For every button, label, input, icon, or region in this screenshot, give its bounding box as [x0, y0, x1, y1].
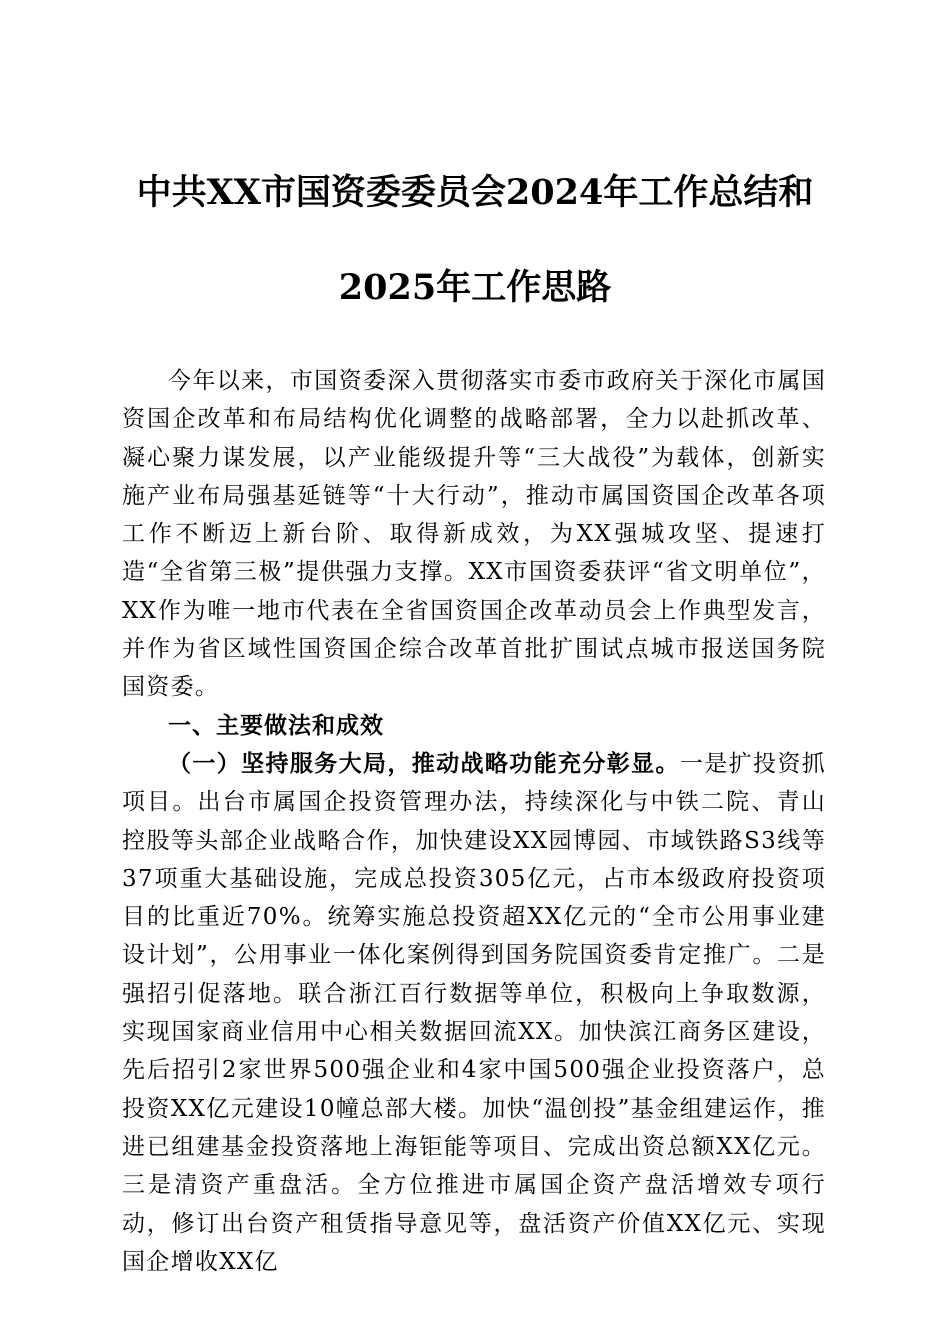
subsection-paragraph [122, 745, 826, 1281]
subsection-heading: （一）坚持服务大局，推动战略功能充分彰显。 [168, 749, 680, 777]
intro-paragraph: 今年以来，市国资委深入贯彻落实市委市政府关于深化市属国资国企改革和布局结构优化调整的战略部署，全力以赴抓改革、凝心聚力谋发展，以产业能级提升等“三大战役”为载体，创新实施产业布局强基延链等“十大行动”，推动市属国资国企改革各项工作不断迈上新台阶、取得新成效，为XX强城攻坚、提速打造“全省第三极”提供强力支撑。XX市国资委获评“省文明单位”，XX作为唯一地市代表在全省国资国企改革动员会上作典型发言，并作为省区域性国资国企综合改革首批扩围试点城市报送国务院国资委。 [122, 368, 826, 701]
document-title-line-1: 中共XX市国资委委员会2024年工作总结和 [136, 172, 814, 213]
subsection-body: 一是扩投资抓项目。出台市属国企投资管理办法，持续深化与中铁二院、青山控股等头部企业战略合作，加快建设XX园博园、市域铁路S3线等37项重大基础设施，完成总投资305亿元，占市本级政府投资项目的比重近70%。统筹实施总投资超XX亿元的“全市公用事业建设计划”，公用事业一体化案例得到国务院国资委肯定推广。二是强招引促落地。联合浙江百行数据等单位，积极向上争取数源，实现国家商业信用中心相关数据回流XX。加快滨江商务区建设，先后招引2家世界500强企业和4家中国500强企业投资落户，总投资XX亿元建设10幢总部大楼。加快“温创投”基金组建运作，推进已组建基金投资落地上海钜能等项目、完成出资总额XX亿元。三是清资产重盘活。全方位推进市属国企资产盘活增效专项行动，修订出台资产租赁指导意见等，盘活资产价值XX亿元、实现国企增收XX亿 [122, 750, 826, 1275]
section-heading: 一、主要做法和成效 [168, 711, 384, 739]
document-title-line-2: 2025年工作思路 [338, 267, 612, 308]
document-body [122, 362, 826, 1281]
